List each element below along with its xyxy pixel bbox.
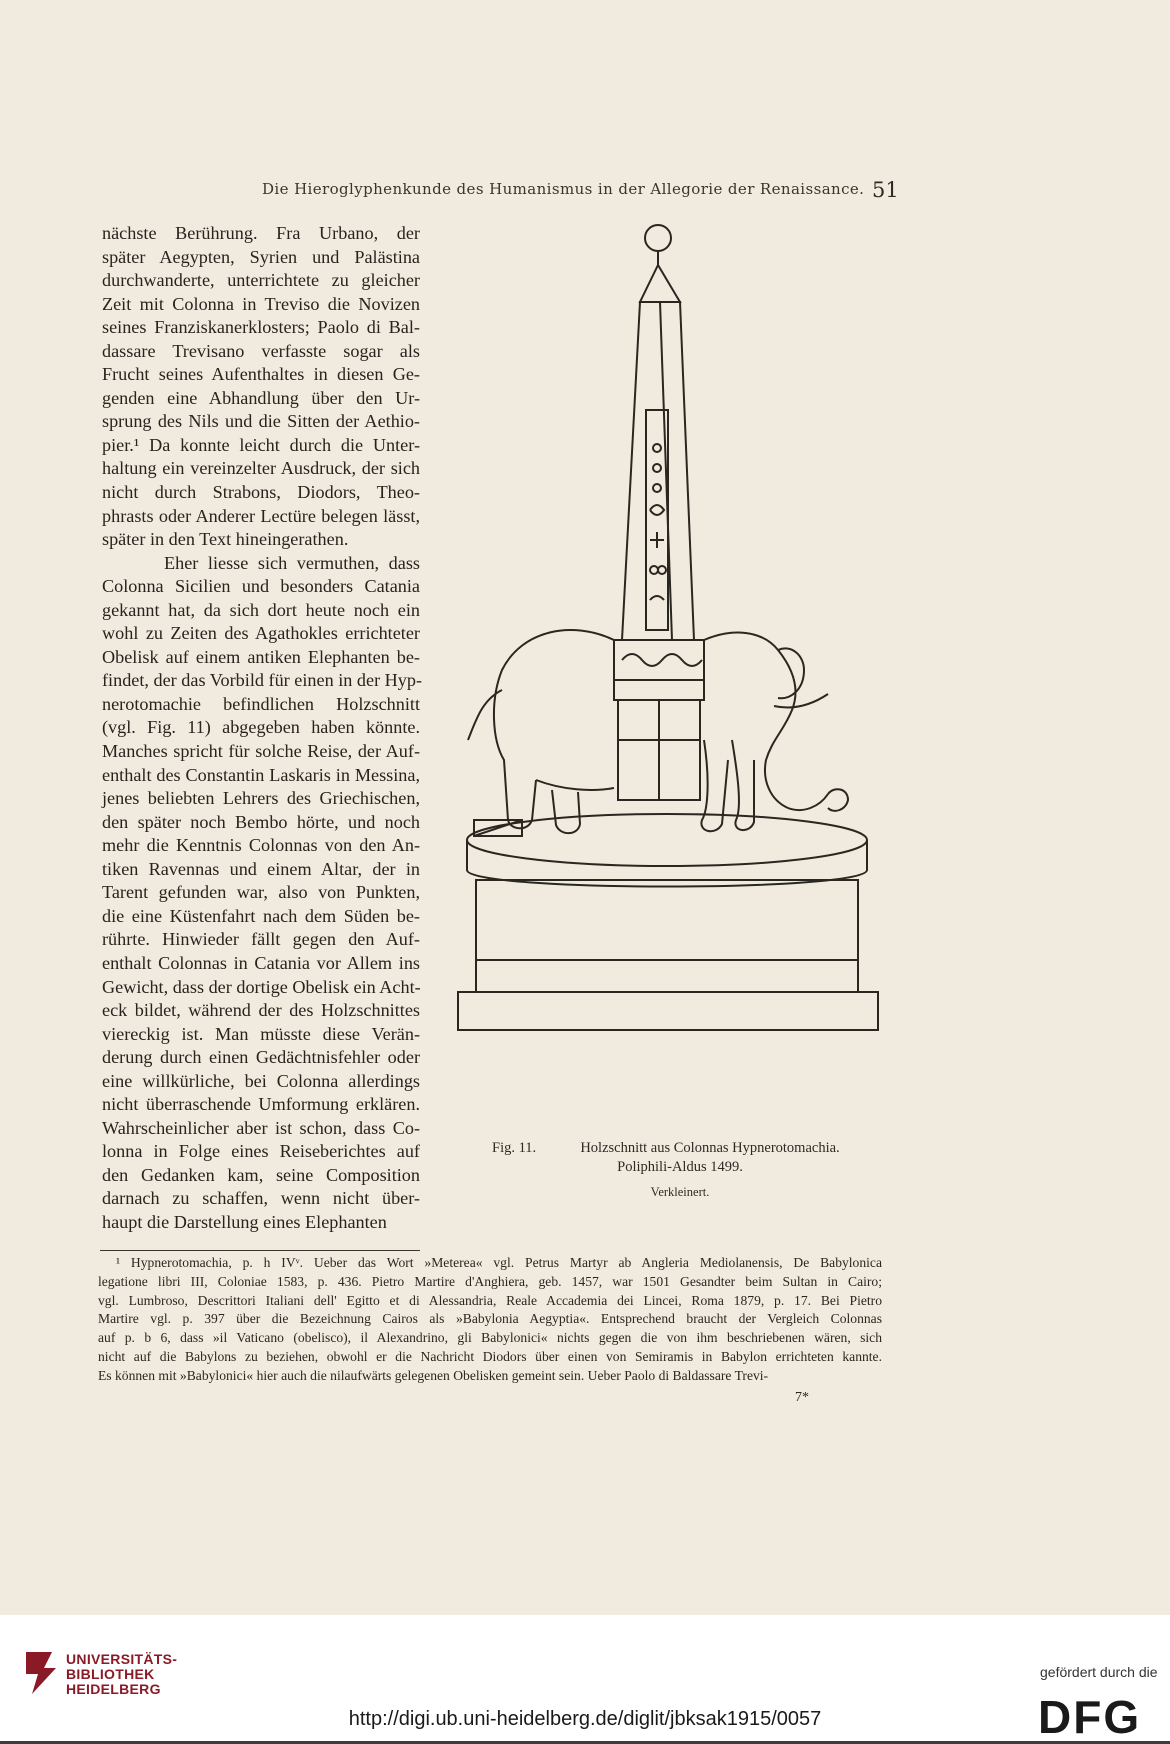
footnote-line: nicht auf die Babylons zu beziehen, obwohl er die Nachricht Diodors über einen von Semiramis in Babylon errichteten kannte. [98,1348,882,1364]
body-line: darnach zu schaffen, wenn nicht über- [102,1188,420,1209]
body-line: eck bildet, während der des Holzschnittes [102,1000,420,1021]
body-line: phrasts oder Anderer Lectüre belegen lässt, [102,505,420,526]
footnote-line: legatione libri III, Coloniae 1583, p. 436. Pietro Martire d'Anghiera, geb. 1457, war 1501 Gesandter beim Sultan in Cairo; [98,1273,882,1289]
body-text-column [102,222,423,1235]
body-line: nerotomachie befindlichen Holzschnitt [102,693,420,714]
body-line: den später noch Bembo hörte, und noch [102,811,420,832]
body-line: später in den Text hineingerathen. [102,529,349,550]
elephant-obelisk-woodcut [432,220,902,1120]
permalink-url[interactable]: http://digi.ub.uni-heidelberg.de/diglit/jbksak1915/0057 [348,1708,822,1730]
figure-caption-line-3: Verkleinert. [650,1185,710,1199]
dfg-logo: DFG [1038,1691,1142,1743]
body-line: genden eine Abhandlung über den Ur- [102,387,420,408]
body-line: seines Franziskanerklosters; Paolo di Bal- [102,317,420,338]
figure-caption-line-1: Holzschnitt aus Colonnas Hypnerotomachia. [580,1140,840,1156]
funding-label: gefördert durch die [1040,1664,1158,1680]
body-line: (vgl. Fig. 11) abgegeben haben könnte. [102,717,420,738]
body-line: gekannt hat, da sich dort heute noch ein [102,599,420,620]
page-number: 51 [872,178,899,202]
body-line: dassare Trevisano verfasste sogar als [102,340,420,361]
body-line: durchwanderte, unterrichtete zu gleicher [102,270,420,291]
body-line: nicht durch Strabons, Diodors, Theo- [102,482,420,503]
footnotes-block [98,1254,882,1386]
body-line: Tarent gefunden war, also von Punkten, [102,882,420,903]
university-library-logo-icon [22,1648,60,1696]
footnote-line: auf p. b 6, dass »il Vaticano (obelisco), il Alexandrino, gli Babylonici« nichts gegen die von ihm beschriebenen wären, sich [98,1330,882,1346]
body-line: jenes beliebten Lehrers des Griechischen, [102,788,420,809]
body-line: haupt die Darstellung eines Elephanten [102,1211,387,1232]
body-line: mehr die Kenntnis Colonnas von den An- [102,835,420,856]
library-name-line-3: HEIDELBERG [66,1681,161,1697]
body-line: viereckig ist. Man müsste diese Verän- [102,1023,420,1044]
figure-caption-line-2: Poliphili-Aldus 1499. [617,1159,743,1175]
body-line: eine willkürliche, bei Colonna allerdings [102,1070,420,1091]
body-line: Frucht seines Aufenthaltes in diesen Ge- [102,364,420,385]
body-line: Gewicht, dass der dortige Obelisk ein Acht- [102,976,421,997]
body-line: wohl zu Zeiten des Agathokles errichteter [102,623,420,644]
library-name-line-1: UNIVERSITÄTS- [66,1651,178,1667]
figure-label: Fig. 11. [492,1140,537,1156]
body-line: Obelisk auf einem antiken Elephanten be- [102,646,420,667]
footnote-line: ¹ Hypnerotomachia, p. h IVᵛ. Ueber das Wort »Meterea« vgl. Petrus Martyr ab Angleria Mediolanensis, De Babylonica [116,1255,882,1270]
body-line: Wahrscheinlicher aber ist schon, dass Co- [102,1117,420,1138]
body-line: Zeit mit Colonna in Treviso die Novizen [102,293,420,314]
body-line: pier.¹ Da konnte leicht durch die Unter- [102,434,420,455]
footnote-line: Martire vgl. p. 397 über die Bezeichnung Cairos als »Babylonia Aegyptia«. Entsprechend braucht der Vergleich Colonnas [98,1311,882,1327]
body-line: sprung des Nils und die Sitten der Aethio- [102,411,420,432]
body-line: findet, der das Vorbild für einen in der Hyp- [102,670,423,691]
body-line: später Aegypten, Syrien und Palästina [102,246,420,267]
footnote-separator [100,1250,420,1251]
signature-mark: 7* [795,1390,809,1405]
body-line: Colonna Sicilien und besonders Catania [102,576,420,597]
woodcut-figure-elephant-obelisk [432,220,902,1120]
body-line: die eine Küstenfahrt nach dem Süden be- [102,905,420,926]
body-line: nächste Berührung. Fra Urbano, der [102,223,420,243]
body-line: derung durch einen Gedächtnisfehler oder [102,1047,420,1068]
body-line: Eher liesse sich vermuthen, dass [164,552,420,573]
footnote-line: vgl. Lumbroso, Descrittori Italiani dell' Egitto et di Alessandria, Reale Accademia dei Lincei, Roma 1879, p. 17. Bei Pietro [98,1292,882,1308]
body-line: rührte. Hinwieder fällt gegen den Auf- [102,929,420,950]
body-line: nicht überraschende Umformung erklären. [102,1094,420,1115]
body-line: tiken Ravennas und einem Altar, der in [102,858,420,879]
body-line: enthalt Colonnas in Catania vor Allem ins [102,952,420,973]
running-title: Die Hieroglyphenkunde des Humanismus in der Allegorie der Renaissance. [262,180,865,198]
library-name-line-2: BIBLIOTHEK [66,1666,155,1682]
body-line: lonna in Folge eines Reiseberichtes auf [102,1141,420,1162]
body-line: enthalt des Constantin Laskaris in Messina, [102,764,420,785]
footnote-line: Es können mit »Babylonici« hier auch die nilaufwärts gelegenen Obelisken gemeint sein. Ueber Paolo di Baldassare Trevi- [98,1367,769,1383]
body-line: Manches spricht für solche Reise, der Auf- [102,741,420,762]
body-line: haltung ein vereinzelter Ausdruck, der sich [102,458,420,479]
body-line: den Gedanken kam, seine Composition [102,1164,420,1185]
library-name [66,1652,177,1697]
